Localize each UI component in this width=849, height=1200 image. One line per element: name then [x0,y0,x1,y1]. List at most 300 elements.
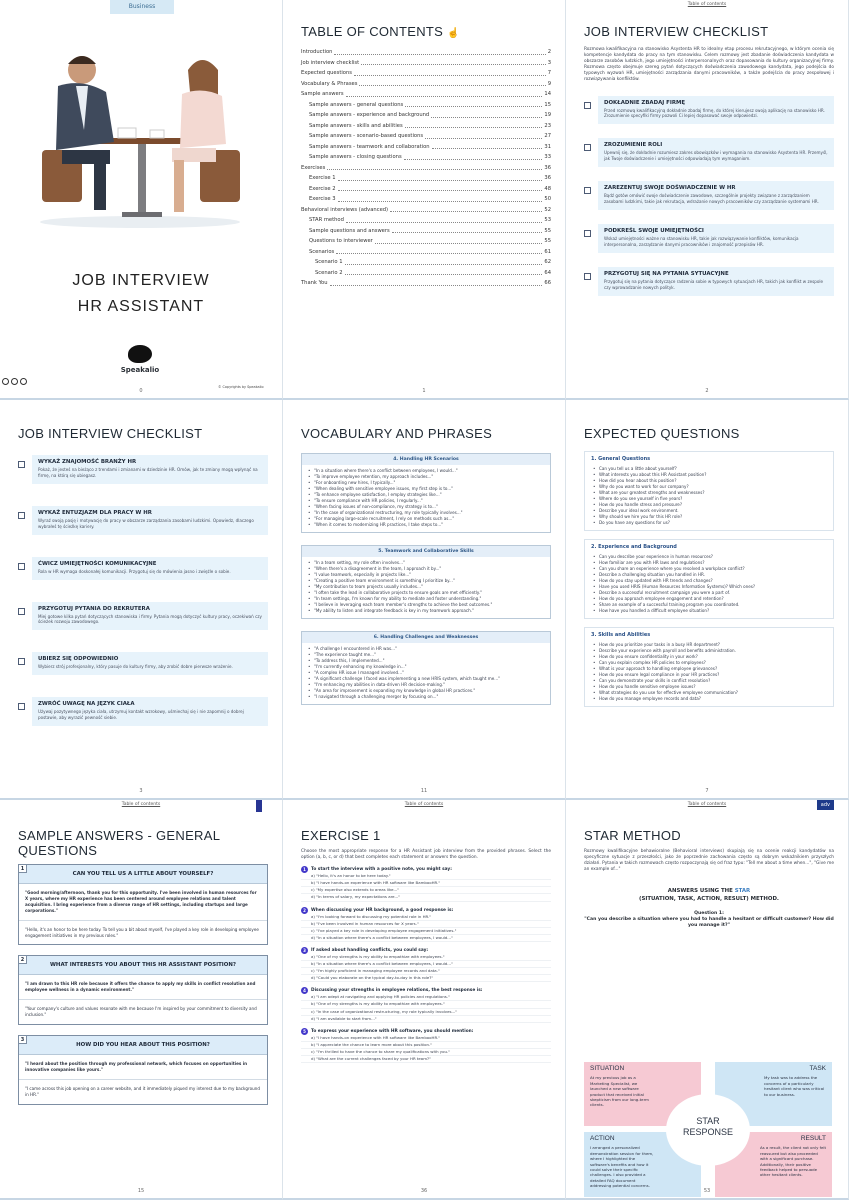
question-item: • Can you share an experience where you resolved a workplace conflict? [599,566,825,572]
question-text: HOW DID YOU HEAR ABOUT THIS POSITION? [76,1042,210,1049]
question-number: 3 [18,1035,27,1044]
checklist-heading: UBIERZ SIĘ ODPOWIEDNIO [38,656,119,663]
question-item: • Describe your experience with payroll and benefits administration. [599,648,825,654]
checklist-heading: PRZYGOTUJ SIĘ NA PYTANIA SYTUACYJNE [604,270,729,277]
answer-option[interactable]: d) "In terms of salary, my expectations are..." [301,894,551,901]
question-number: 3 [301,947,308,954]
vocab-phrase: • "For onboarding new hires, I typically..." [314,480,540,486]
toc-entry[interactable] [301,152,551,163]
vocab-phrase: • "I value teamwork, especially in projects like..." [314,572,540,578]
toc-entry-label: Sample answers [301,91,344,97]
toc-entry-page: 7 [547,70,551,76]
toc-dots [425,138,542,139]
toc-entry-label: Sample answers - closing questions [309,154,402,160]
toc-entry-label: Sample answers - general questions [309,101,404,108]
question-item: • How do you handle stress and pressure? [599,502,825,508]
checkbox[interactable] [18,563,25,570]
page-number: 15 [137,1188,145,1194]
vocab-phrase: • "I navigated through a challenging merger by focusing on..." [314,694,540,700]
page-title: EXPECTED QUESTIONS [584,426,740,441]
toc-entry-page: 33 [544,154,551,160]
question-item: • Share an example of a successful training program you coordinated. [599,602,825,608]
toc-entry-label: Questions to interviewer [309,238,373,244]
answer-section [18,864,268,945]
checkbox[interactable] [584,273,591,280]
vocab-heading: 5. Teamwork and Collaborative Skills [302,546,550,557]
question-item: • How do you ensure legal compliance in your HR practices? [599,672,825,678]
checklist-item[interactable] [18,697,268,726]
checklist-text: Pokaż, że jesteś na bieżąco z trendami i zmianami w dziedzinie HR. Omów, jak te zmiany mogą wpłynąć na firmę, na którą się ubiegasz. [38,467,258,478]
toc-entry-page: 55 [544,238,551,244]
answer-option[interactable]: b) "I appreciate the chance to learn more about this position." [301,1042,551,1049]
answer-option[interactable]: c) "My expertise also extends to areas like..." [301,887,551,894]
checkbox[interactable] [584,187,591,194]
toc-entry[interactable] [301,226,551,237]
toc-entry[interactable] [301,236,551,247]
toc-entry-page: 66 [544,280,551,286]
vocab-phrase: • "A complex HR issue I managed involved..." [314,670,540,676]
speakalio-logo [112,345,168,374]
toc-page [283,0,566,400]
checklist-page-1 [566,0,849,400]
toc-dots [330,285,543,286]
result-box: RESULT As a result, the client not only felt reassured but also proceeded with a significant purchase. Additionally, their positive feedback helped to persuade other hesitant clients. [715,1132,832,1197]
toc-entry-label: Scenario 2 [315,269,343,276]
question-item: • How do you manage employee records and data? [599,696,825,702]
star-method-page [566,800,849,1200]
vocab-phrase: • "My ability to listen and integrate feedback is key in my teamwork approach." [314,608,540,614]
page-number: 7 [705,788,709,794]
exercise-page [283,800,566,1200]
checkbox[interactable] [18,512,25,519]
question-header [301,866,551,873]
answer-option[interactable]: c) "I'm highly proficient in managing employee records and data." [301,968,551,975]
checklist-content [32,697,268,726]
toc-dots [345,274,543,275]
answer-question [19,865,267,884]
question-number: 1 [301,866,308,873]
toc-entry[interactable] [301,110,551,121]
vocab-phrase: • "For managing large-scale recruitment, I rely on methods such as..." [314,516,540,522]
cover-page [0,0,283,400]
checklist-item[interactable] [584,224,834,253]
page-number: 0 [139,388,143,394]
checklist-content [598,96,834,125]
toc-dots [361,64,546,65]
vocab-phrase: • "I'm currently enhancing my knowledge in..." [314,664,540,670]
answer-option[interactable]: d) "What are the current challenges faced by your HR team?" [301,1056,551,1063]
vocab-phrase: • "Creating a positive team environment is something I prioritize by..." [314,578,540,584]
page-number: 1 [422,388,426,394]
toc-entry-label: Sample answers - skills and abilities [309,122,403,129]
toc-dots [336,253,542,254]
question-prompt: To start the interview with a positive note, you might say: [311,867,452,873]
exercise-intro: Choose the most appropriate response for a HR Assistant job interview from the provided phrases. Select the option (a, b, c, or d) that best completes each statement or answers the question. [301,849,551,861]
vocab-phrase: • "To improve employee retention, my approach includes..." [314,474,540,480]
toc-entry-label: Sample answers - experience and background [309,112,430,118]
question-header [301,987,551,994]
checklist-content [598,224,834,253]
toc-entry-page: 62 [544,259,551,265]
toc-dots [375,243,543,244]
toc-entry-label: Scenarios [309,248,335,255]
vocab-list [302,643,550,700]
vocab-phrase: • "In team settings, I'm known for my ability to mediate and foster understanding." [314,596,540,602]
question-text: WHAT INTERESTS YOU ABOUT THIS HR ASSISTANT POSITION? [49,962,237,969]
toc-entry-page: 9 [547,80,551,87]
sample-answer: "I am drawn to this HR role because it offers the chance to apply my skills in conflict resolution and employee wellness in a dynamic environment." [19,975,267,1000]
toc-dots [338,190,543,191]
vocab-section [301,631,551,705]
question-number: 5 [301,1028,308,1035]
vocab-list [302,557,550,614]
vocab-phrase: • "A challenge I encountered in HR was..." [314,646,540,652]
toc-entry-label: Sample answers - scenario-based questions [309,133,424,139]
question-item: • What interests you about this HR Assistant position? [599,472,825,478]
toc-link[interactable]: Table of contents [687,2,727,7]
toc-entry[interactable] [301,47,551,58]
toc-entry[interactable] [301,68,551,79]
checklist-item[interactable] [18,557,268,580]
question-item: • How do you stay updated with HR trends and changes? [599,578,825,584]
checklist-content [32,557,268,580]
toc-dots [345,264,543,265]
question-item: • How do you prioritize your tasks in a busy HR department? [599,642,825,648]
page-title: EXERCISE 1 [301,828,381,843]
answer-option[interactable]: b) "I've been involved in human resources for X years." [301,921,551,928]
question-item: • How do you handle sensitive employee issues? [599,684,825,690]
toc-entry-page: 15 [544,101,551,108]
question-item: • What is your approach to handling employee grievances? [599,666,825,672]
toc-entry[interactable] [301,131,551,142]
toc-list [301,47,551,289]
sample-answer: "Good morning/afternoon, thank you for this opportunity. I've been involved in human resources for X years, where my HR experience has been centered around employee relations and talent acquisition. I bring experience from a diverse range of HR settings, including startups and large corporations." [19,884,267,921]
answer-section [18,955,268,1025]
exercise-question [301,907,551,942]
expected-questions-page [566,400,849,800]
vocab-phrase: • "The experience taught me..." [314,652,540,658]
toc-entry-label: Behavioral interviews (advanced) [301,206,389,213]
toc-entry[interactable] [301,121,551,132]
sample-answer: "I heard about the position through my professional network, which focuses on opportunities in innovative companies like yours." [19,1055,267,1080]
toc-entry-label: STAR method [309,217,344,223]
question-item: • Describe a successful recruitment campaign you were a part of. [599,590,825,596]
vocab-phrase: • "A significant challenge I faced was implementing a new HRIS system, which taught me..." [314,676,540,682]
toc-entry[interactable] [301,58,551,69]
toc-dots [359,85,545,86]
toc-entry-page: 64 [544,269,551,276]
toc-entry-page: 31 [544,143,551,150]
answer-option[interactable]: d) "In a situation where there's a conflict between employees, I would..." [301,935,551,942]
page-number: 36 [420,1188,428,1194]
task-box: TASK My task was to address the concerns of a particularly hesitant client who was critical to our business. [715,1062,832,1126]
question-item: • Why do you want to work for our company? [599,484,825,490]
exercise-question [301,987,551,1022]
star-response-circle: STAR RESPONSE [666,1094,750,1166]
toc-entry-page: 19 [544,112,551,118]
answer-option[interactable]: b) "One of my strengths is my ability to empathize with employees." [301,1001,551,1008]
answer-option[interactable]: a) "Hello, it's an honor to be here today." [301,873,551,880]
speech-bubble-icon [128,345,152,363]
question-list [585,552,833,614]
toc-link[interactable]: Table of contents [121,802,161,807]
question-item: • What strategies do you use for effective employee communication? [599,690,825,696]
toc-entry[interactable] [301,79,551,90]
question-item: • What are your greatest strengths and weaknesses? [599,490,825,496]
vocab-section [301,545,551,619]
checklist-text: Miej gotowe kilka pytań dotyczących stanowiska i firmy. Pytania mogą dotyczyć kultury pracy, oczekiwań czy ścieżek rozwoju zawodowego. [38,613,262,625]
checklist [584,96,834,296]
checkbox[interactable] [584,102,591,109]
toc-dots [405,106,542,107]
question-item: • Where do you see yourself in five years? [599,496,825,502]
question-item: • Why should we hire you for this HR role? [599,514,825,520]
question-number: 4 [301,987,308,994]
answer-option[interactable]: c) "I've played a key role in developing employee engagement initiatives." [301,928,551,935]
answer-option[interactable]: a) "I am adept at navigating and applying HR policies and regulations." [301,994,551,1001]
toc-entry-label: Introduction [301,49,333,55]
checklist-content [32,506,268,535]
checklist-text: Wybierz strój profesjonalny, który pasuje do kultury firmy, aby zrobić dobre pierwsze wrażenie. [38,664,233,670]
star-question: Question 1: "Can you describe a situation where you had to handle a hesitant or difficult customer? How did you manage it?" [584,911,834,929]
question-item: • Can you explain complex HR policies to employees? [599,660,825,666]
toc-entry-label: Job interview checklist [301,59,360,66]
toc-dots [338,180,543,181]
toc-link[interactable]: Table of contents [687,802,727,807]
checklist-text: Używaj pozytywnego języka ciała, utrzymuj kontakt wzrokowy, uśmiechaj się i nie zapomnij o dobrej postawie, aby wyrazić pewność siebie. [38,709,244,721]
answer-option[interactable]: b) "In a situation where there's a conflict between employees, I would..." [301,961,551,968]
checkbox[interactable] [18,703,25,710]
answer-option[interactable]: a) "I have hands-on experience with HR software like BambooHR." [301,1035,551,1042]
pointer-icon: ☝ [447,28,460,39]
checkbox[interactable] [18,608,25,615]
checklist-text: Przygotuj się na pytania dotyczące radzenia sobie w typowych sytuacjach HR, takich jak konflikt w zespole czy wprowadzanie nowych polityk. [604,278,824,290]
toc-entry[interactable] [301,100,551,111]
checkbox[interactable] [584,230,591,237]
answer-option[interactable]: c) "In the case of organizational restructuring, my role typically involves..." [301,1009,551,1016]
toc-entry[interactable] [301,89,551,100]
sample-answer: "I came across this job opening on a career website, and it immediately piqued my interest due to my background in HR." [25,1085,260,1097]
checklist-text: Rola w HR wymaga doskonałej komunikacji. Przygotuj się do mówienia jasno i zwięźle o sobie. [38,568,231,574]
exercise-question [301,866,551,901]
answer-option[interactable]: b) "I have hands-on experience with HR software like BambooHR." [301,880,551,887]
question-section [584,539,834,619]
toc-dots [338,201,543,202]
toc-dots [390,211,542,212]
toc-entry-label: Exercise 1 [309,175,336,181]
toc-entry-page: 27 [544,133,551,139]
instagram-icon[interactable] [2,378,9,385]
toc-dots [392,232,543,233]
answer-option[interactable]: d) "I am available to start from..." [301,1016,551,1023]
sample-answer: "Your company's culture and values resonate with me because I'm inspired by your commitment to diversity and inclusion." [25,1006,257,1018]
facebook-icon[interactable] [20,378,27,385]
toc-link[interactable]: Table of contents [404,802,444,807]
toc-entry-label: Sample answers - teamwork and collaboration [309,143,430,150]
question-section [584,627,834,707]
category-badge: Business [110,0,174,14]
toc-entry-page: 53 [544,217,551,223]
question-item: • How have you handled a difficult employee situation? [599,608,825,614]
question-prompt: To express your experience with HR software, you should mention: [311,1028,474,1034]
question-number: 1 [18,864,27,873]
checklist-heading: WYKAŻ ZNAJOMOŚĆ BRANŻY HR [38,459,137,465]
toc-entry-page: 50 [544,196,551,202]
social-icons[interactable] [2,378,27,385]
vocab-phrase: • "To ensure compliance with HR policies, I regularly..." [314,498,540,504]
toc-dots [346,96,543,97]
checklist-heading: PODKREŚL SWOJE UMIEJĘTNOŚCI [604,228,704,234]
checkbox[interactable] [18,658,25,665]
toc-entry[interactable] [301,142,551,153]
situation-box: SITUATION At my previous job as a Marketing Specialist, we launched a new software product that received initial skepticism from our long-term clients. [584,1062,701,1126]
vocab-phrase: • "When it comes to modernizing HR practices, I take steps to..." [314,522,540,528]
vocab-phrase: • "When dealing with sensitive employee issues, my first step is to..." [314,486,540,492]
checklist-content [32,455,268,484]
vocab-phrase: • "In the case of organizational restructuring, my role typically involves..." [314,510,540,516]
question-prompt: Discussing your strengths in employee relations, the best response is: [311,988,483,994]
checklist-heading: ZROZUMIENIE ROLI [604,142,663,149]
sample-answers-page [0,800,283,1200]
toc-entry[interactable] [301,194,551,205]
checklist-item[interactable] [18,652,268,675]
checklist-item[interactable] [584,267,834,296]
answer-option[interactable]: a) "One of my strengths is my ability to empathize with employees." [301,954,551,961]
answer-sections [18,864,268,1105]
toc-entry-page: 3 [547,59,551,66]
vocab-phrase: • "In a situation where there's a conflict between employees, I would..." [314,468,540,474]
question-item: • How do you approach employee engagement and retention? [599,596,825,602]
bookmark-icon [256,800,262,812]
vocab-phrase: • "I believe in leveraging each team member's strengths to achieve the best outcomes." [314,602,540,608]
checklist-item[interactable] [18,602,268,631]
exercise-question [301,1028,551,1063]
toc-entry-label: Exercise 2 [309,185,336,192]
toc-entry[interactable] [301,268,551,279]
question-list [585,464,833,526]
checklist-heading: ZAREZENTUJ SWOJE DOŚWIADCZENIE W HR [604,185,736,192]
checklist-heading: DOKŁADNIE ZBADAJ FIRMĘ [604,99,686,106]
checklist-heading: ĆWICZ UMIEJĘTNOŚCI KOMUNIKACYJNE [38,560,157,567]
toc-entry-page: 14 [544,91,551,97]
question-prompt: If asked about handling conflicts, you could say: [311,947,429,953]
question-item: • Do you have any questions for us? [599,520,825,526]
toc-entry-page: 48 [544,185,551,192]
toc-entry[interactable] [301,184,551,195]
answer-question [19,1036,267,1055]
page-title: TABLE OF CONTENTS ☝ [301,24,460,39]
checklist-text: Przed rozmową kwalifikacyjną dokładnie zbadaj firmę, do której kierujesz swoją aplikację na stanowisko HR. Zrozumienie specyfiki firmy pozwoli Ci lepiej dopasować swoje odpowiedzi. [604,107,825,119]
checklist-content [598,267,834,296]
checklist-content [32,602,268,631]
toc-entry[interactable] [301,247,551,258]
question-number: 2 [18,955,27,964]
page-title: SAMPLE ANSWERS - GENERAL QUESTIONS [18,828,220,858]
checkbox[interactable] [584,144,591,151]
checklist-item[interactable] [584,181,834,210]
checklist-item[interactable] [584,138,834,167]
section-heading: 1. General Questions [591,456,651,462]
page-title: VOCABULARY AND PHRASES [301,426,493,441]
checklist [18,455,268,726]
answer-option[interactable]: d) "Could you elaborate on the typical day-to-day in this role?" [301,975,551,982]
checklist-heading: WYKAŻ ENTUZJAZM DLA PRACY W HR [38,509,152,516]
vocab-phrase: • "When there's a disagreement in the team, I approach it by..." [314,566,540,572]
toc-dots [334,54,545,55]
question-number: 2 [301,907,308,914]
vocab-phrase: • "In a team setting, my role often involves..." [314,560,540,566]
vocab-sections [301,453,551,705]
answer-option[interactable]: c) "I'm thrilled to have the chance to share my qualifications with you." [301,1049,551,1056]
toc-dots [432,148,543,149]
vocab-heading: 4. Handling HR Scenarios [302,454,550,465]
vocab-phrase: • "My contribution to team projects usually includes..." [314,584,540,590]
checklist-item[interactable] [18,455,268,484]
vocab-phrase: • "I often take the lead in collaborative projects to ensure goals are met efficiently." [314,590,540,596]
tiktok-icon[interactable] [11,378,18,385]
toc-entry[interactable] [301,257,551,268]
vocab-heading: 6. Handling Challenges and Weaknesses [302,632,550,643]
toc-entry[interactable] [301,278,551,289]
intro-text: Rozmowa kwalifikacyjna na stanowisko Asystenta HR to idealny etap procesu rekrutacyjnego, w którym ocenia się kompetencje kandydata do pracy na tym stanowisku. Celem rozmowy jest zbadanie doświadczenia kandydata w obszarze zasobów ludzkich, jego umiejętności interpersonalnych oraz dopasowania do kultury organizacyjnej firmy. Rozmowa często obejmuje szereg pytań dotyczących doświadczenia zawodowego kandydata, jego podejścia do typowych wyzwań HR, umiejętności zarządzania danymi pracowników, a także podejścia do pracy zespołowej i rozwiązywania konfliktów. [584,47,834,83]
question-section [584,451,834,531]
checklist-heading: PRZYGOTUJ PYTANIA DO REKRUTERA [38,605,150,612]
question-item: • Have you used HRIS (Human Resources Information Systems)? Which ones? [599,584,825,590]
toc-dots [405,127,543,128]
checklist-item[interactable] [584,96,834,125]
vocab-phrase: • "To address this, I implemented..." [314,658,540,664]
checklist-page-2 [0,400,283,800]
toc-entry[interactable] [301,215,551,226]
toc-entry-label: Sample questions and answers [309,227,390,234]
toc-entry-page: 61 [544,248,551,255]
advanced-badge: adv [817,800,834,810]
toc-entry[interactable] [301,173,551,184]
toc-entry-label: Exercise 3 [309,196,336,202]
toc-entry[interactable] [301,163,551,174]
logo-text: Speakalio [120,366,160,374]
page-title: JOB INTERVIEW CHECKLIST [18,426,203,441]
cover-title-line2: HR ASSISTANT [77,298,205,315]
checklist-text: Upewnij się, że dokładnie rozumiesz zakres obowiązków i wymagania na stanowisko Asystenta HR. Przemyśl, jak Twoje doświadczenie i umiejętności odpowiadają tym wymaganiom. [604,150,828,162]
vocab-phrase: • "I'm enhancing my abilities in data-driven HR decision-making." [314,682,540,688]
sample-answer: "Hello, it's an honor to be here today. To tell you a bit about myself, I've played a key role in developing employee engagement initiatives in my previous roles." [25,926,259,938]
answer-option[interactable]: a) "I'm looking forward to discussing my potential role in HR." [301,914,551,921]
cover-title-line1: JOB INTERVIEW [72,272,210,289]
page-title: JOB INTERVIEW CHECKLIST [584,24,769,39]
page-number: 53 [703,1188,711,1194]
question-header [301,1028,551,1035]
toc-entry-label: Thank You [301,280,328,286]
toc-entry-page: 52 [544,206,551,213]
question-prompt: When discussing your HR background, a good response is: [311,907,454,913]
checklist-item[interactable] [18,506,268,535]
copyright: © Copyrights by Speakalio [218,385,264,389]
checklist-text: Wyraź swoją pasję i motywację do pracy w obszarze zarządzania zasobami ludzkimi. Opowiedz, dlaczego wybrałeś tę ścieżkę kariery. [38,517,254,529]
vocab-section [301,453,551,533]
question-header [301,947,551,954]
toc-entry[interactable] [301,205,551,216]
section-heading: 3. Skills and Abilities [591,632,651,638]
exercise-question [301,947,551,982]
section-heading: 2. Experience and Background [591,544,677,550]
answer-question [19,956,267,975]
vocab-list [302,465,550,528]
page-title: STAR METHOD [584,828,681,843]
checkbox[interactable] [18,461,25,468]
question-sections [584,451,834,707]
question-item: • Describe your ideal work environment. [599,508,825,514]
